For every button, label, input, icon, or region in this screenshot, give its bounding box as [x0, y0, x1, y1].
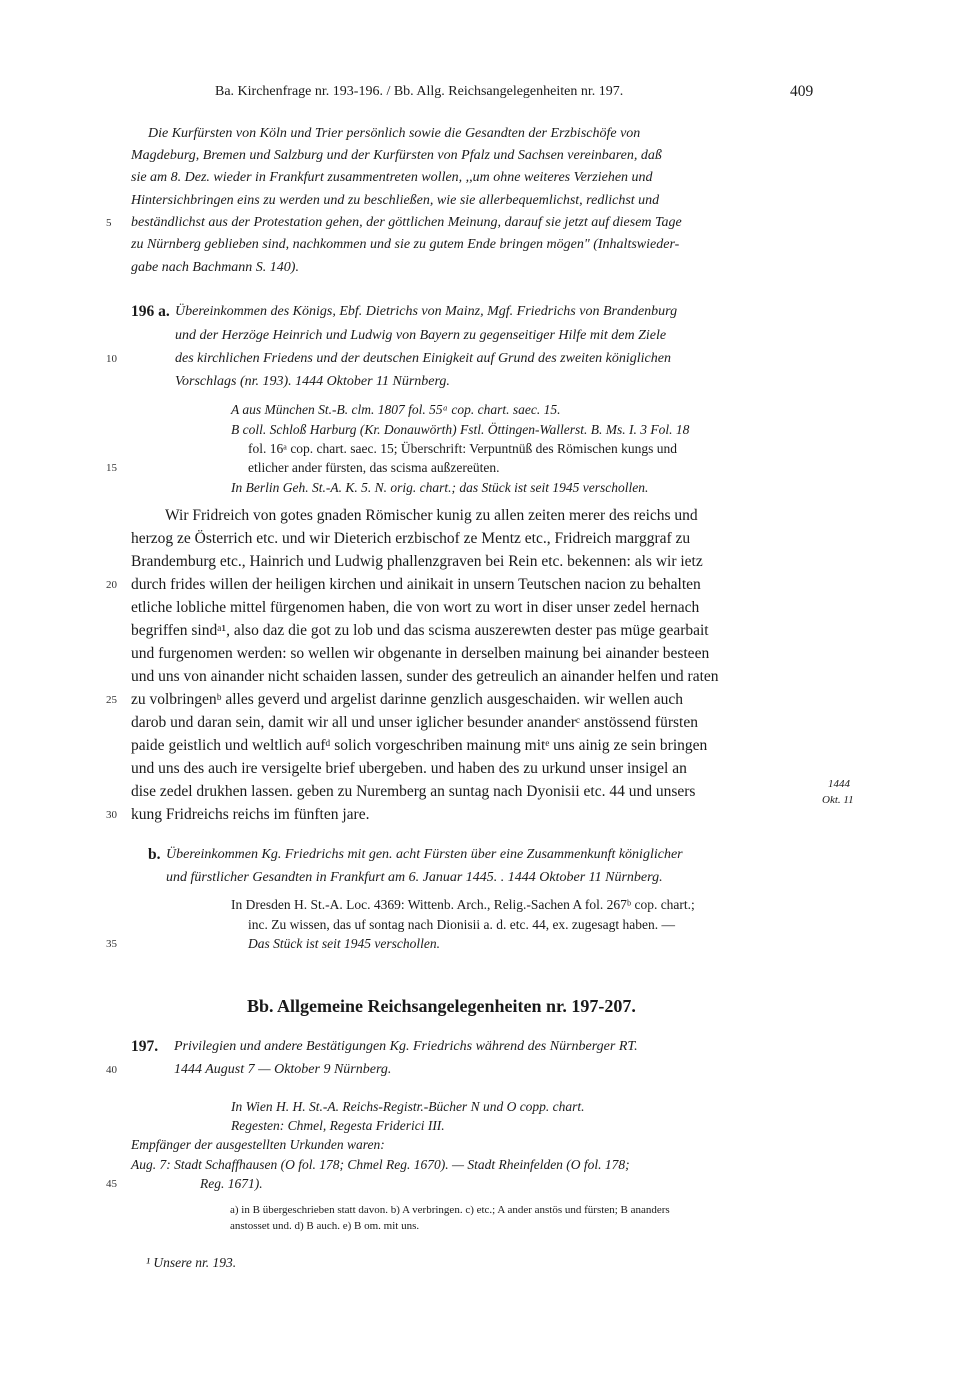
- line-number: 20: [106, 579, 117, 591]
- line-number: 35: [106, 938, 117, 950]
- doc-heading-line: Übereinkommen des Königs, Ebf. Dietrichs von Mainz, Mgf. Friedrichs von Brandenburg: [175, 304, 678, 319]
- text-line: begriffen sindᵃ¹, also daz die got zu lob und das scisma auszerewten dester pas müge gearbait: [131, 622, 709, 639]
- doc-heading-line: Privilegien und andere Bestätigungen Kg. Friedrichs während des Nürnberger RT.: [174, 1039, 638, 1054]
- source-line: B coll. Schloß Harburg (Kr. Donauwörth) Fstl. Öttingen-Wallerst. B. Ms. I. 3 Fol. 18: [231, 422, 690, 437]
- doc-heading-line: und der Herzöge Heinrich und Ludwig von Bayern zu gegenseitiger Hilfe mit dem Ziele: [175, 328, 667, 343]
- text-line: darob und daran sein, damit wir all und unser iglicher besunder ananderᶜ anstössend fürsten: [131, 714, 698, 731]
- doc-heading-line: und fürstlicher Gesandten in Frankfurt am 6. Januar 1445. . 1444 Oktober 11 Nürnberg.: [166, 870, 663, 885]
- recipient-line: Reg. 1671).: [200, 1176, 263, 1191]
- running-title: Ba. Kirchenfrage nr. 193-196. / Bb. Allg. Reichsangelegenheiten nr. 197.: [215, 84, 624, 99]
- footnote-text: ¹ Unsere nr. 193.: [146, 1255, 237, 1270]
- page-number: 409: [790, 83, 814, 100]
- source-line: fol. 16ᵃ cop. chart. saec. 15; Überschrift: Verpuntnüß des Römischen kungs und: [248, 441, 677, 456]
- source-line: A aus München St.-B. clm. 1807 fol. 55ᵃ cop. chart. saec. 15.: [231, 402, 561, 417]
- source-line: etlicher ander fürsten, das scisma außzereüten.: [248, 460, 500, 475]
- intro-line: Hintersichbringen eins zu werden und zu beschließen, wie sie allerbequemlichst, redlichst und: [131, 193, 660, 208]
- intro-line: beständlichst aus der Protestation gehen, der göttlichen Meinung, darauf sie jetzt auf diesem Tage: [131, 215, 682, 230]
- text-line: paide geistlich und weltlich aufᵈ solich vorgeschriben mainung mitᵉ uns ainig ze sein bringen: [131, 737, 708, 754]
- line-number: 15: [106, 462, 117, 474]
- intro-line: Magdeburg, Bremen und Salzburg und der Kurfürsten von Pfalz und Sachsen vereinbaren, daß: [131, 148, 662, 163]
- doc-number: 197.: [131, 1038, 159, 1055]
- source-line: Das Stück ist seit 1945 verschollen.: [248, 936, 440, 951]
- footnote: [0, 1251, 960, 1275]
- text-line: und uns des auch ire versigelte brief ubergeben. und haben des zu urkund unser insigel an: [131, 760, 687, 777]
- running-head: [0, 80, 960, 104]
- margin-date-year: 1444: [828, 778, 850, 790]
- intro-line: gabe nach Bachmann S. 140).: [131, 260, 299, 275]
- variant-line: anstosset und. d) B auch. e) B om. mit uns.: [230, 1220, 420, 1232]
- line-number: 10: [106, 353, 117, 365]
- line-number: 5: [106, 217, 112, 229]
- section-title: Bb. Allgemeine Reichsangelegenheiten nr. 197-207.: [247, 996, 636, 1016]
- doc-heading-line: Übereinkommen Kg. Friedrichs mit gen. acht Fürsten über eine Zusammenkunft königlicher: [166, 847, 683, 862]
- intro-line: Die Kurfürsten von Köln und Trier persönlich sowie die Gesandten der Erzbischöfe von: [148, 126, 641, 141]
- line-number: 40: [106, 1064, 117, 1076]
- line-number: 25: [106, 694, 117, 706]
- source-line: inc. Zu wissen, das uf sontag nach Dionisii a. d. etc. 44, ex. zugesagt haben. —: [248, 917, 676, 932]
- text-line: etliche lobliche mittel fürgenomen haben, die von wort zu wort in diser unser zedel hernach: [131, 599, 700, 616]
- source-line: Regesten: Chmel, Regesta Friderici III.: [231, 1118, 445, 1133]
- doc-heading-line: 1444 August 7 — Oktober 9 Nürnberg.: [174, 1062, 392, 1077]
- margin-date-day: Okt. 11: [822, 794, 854, 806]
- doc-number: b.: [148, 846, 161, 863]
- recipients-label: Empfänger der ausgestellten Urkunden waren:: [131, 1137, 385, 1152]
- text-line: herzog ze Österrich etc. und wir Dieterich erzbischof ze Mentz etc., Fridreich marggraf zu: [131, 530, 691, 547]
- text-line: und uns von ainander nicht schaiden lassen, sunder des getreulich an ainander helfen und raten: [131, 668, 719, 685]
- text-line: Brandemburg etc., Hainrich und Ludwig phallenzgraven bei Rein etc. bekennen: als wir ietz: [131, 553, 703, 570]
- text-line: Wir Fridreich von gotes gnaden Römischer kunig zu allen zeiten merer des reichs und: [165, 507, 698, 524]
- source-line: In Berlin Geh. St.-A. K. 5. N. orig. chart.; das Stück ist seit 1945 verschollen.: [231, 480, 649, 495]
- source-line: In Wien H. H. St.-A. Reichs-Registr.-Bücher N und O copp. chart.: [231, 1099, 585, 1114]
- intro-line: sie am 8. Dez. wieder in Frankfurt zusammentreten wollen, ,,um ohne weiteres Verziehen und: [131, 170, 653, 185]
- recipient-line: Aug. 7: Stadt Schaffhausen (O fol. 178; Chmel Reg. 1670). — Stadt Rheinfelden (O fol. 178;: [131, 1157, 630, 1172]
- text-line: und furgenomen werden: so wellen wir obgenante in derselben mainung bei ainander besteen: [131, 645, 710, 662]
- line-number: 30: [106, 809, 117, 821]
- section-heading: [0, 992, 960, 1020]
- text-line: kung Fridreichs reichs im fünften jare.: [131, 806, 370, 823]
- intro-line: zu Nürnberg geblieben sind, nachkommen und sie zu gutem Ende bringen mögen" (Inhaltswieder-: [131, 237, 680, 252]
- text-line: zu volbringenᵇ alles geverd und argelist darinne genzlich ausgeschaiden. wir wellen auch: [131, 691, 683, 708]
- doc-number: 196 a.: [131, 303, 170, 320]
- source-line: In Dresden H. St.-A. Loc. 4369: Wittenb. Arch., Relig.-Sachen A fol. 267ᵇ cop. chart.;: [231, 897, 695, 912]
- variant-line: a) in B übergeschrieben statt davon. b) A verbringen. c) etc.; A ander anstös und fürsten; B ananders: [230, 1204, 670, 1216]
- doc-heading-line: des kirchlichen Friedens und der deutschen Einigkeit auf Grund des zweiten königlichen: [175, 351, 671, 366]
- text-line: durch frides willen der heiligen kirchen und ainikait in unsern Teutschen nacion zu behalten: [131, 576, 701, 593]
- text-line: dise zedel drukhen lassen. geben zu Nuremberg an suntag nach Dyonisii etc. 44 und unsers: [131, 783, 696, 800]
- line-number: 45: [106, 1178, 117, 1190]
- doc-heading-line: Vorschlags (nr. 193). 1444 Oktober 11 Nürnberg.: [175, 374, 450, 389]
